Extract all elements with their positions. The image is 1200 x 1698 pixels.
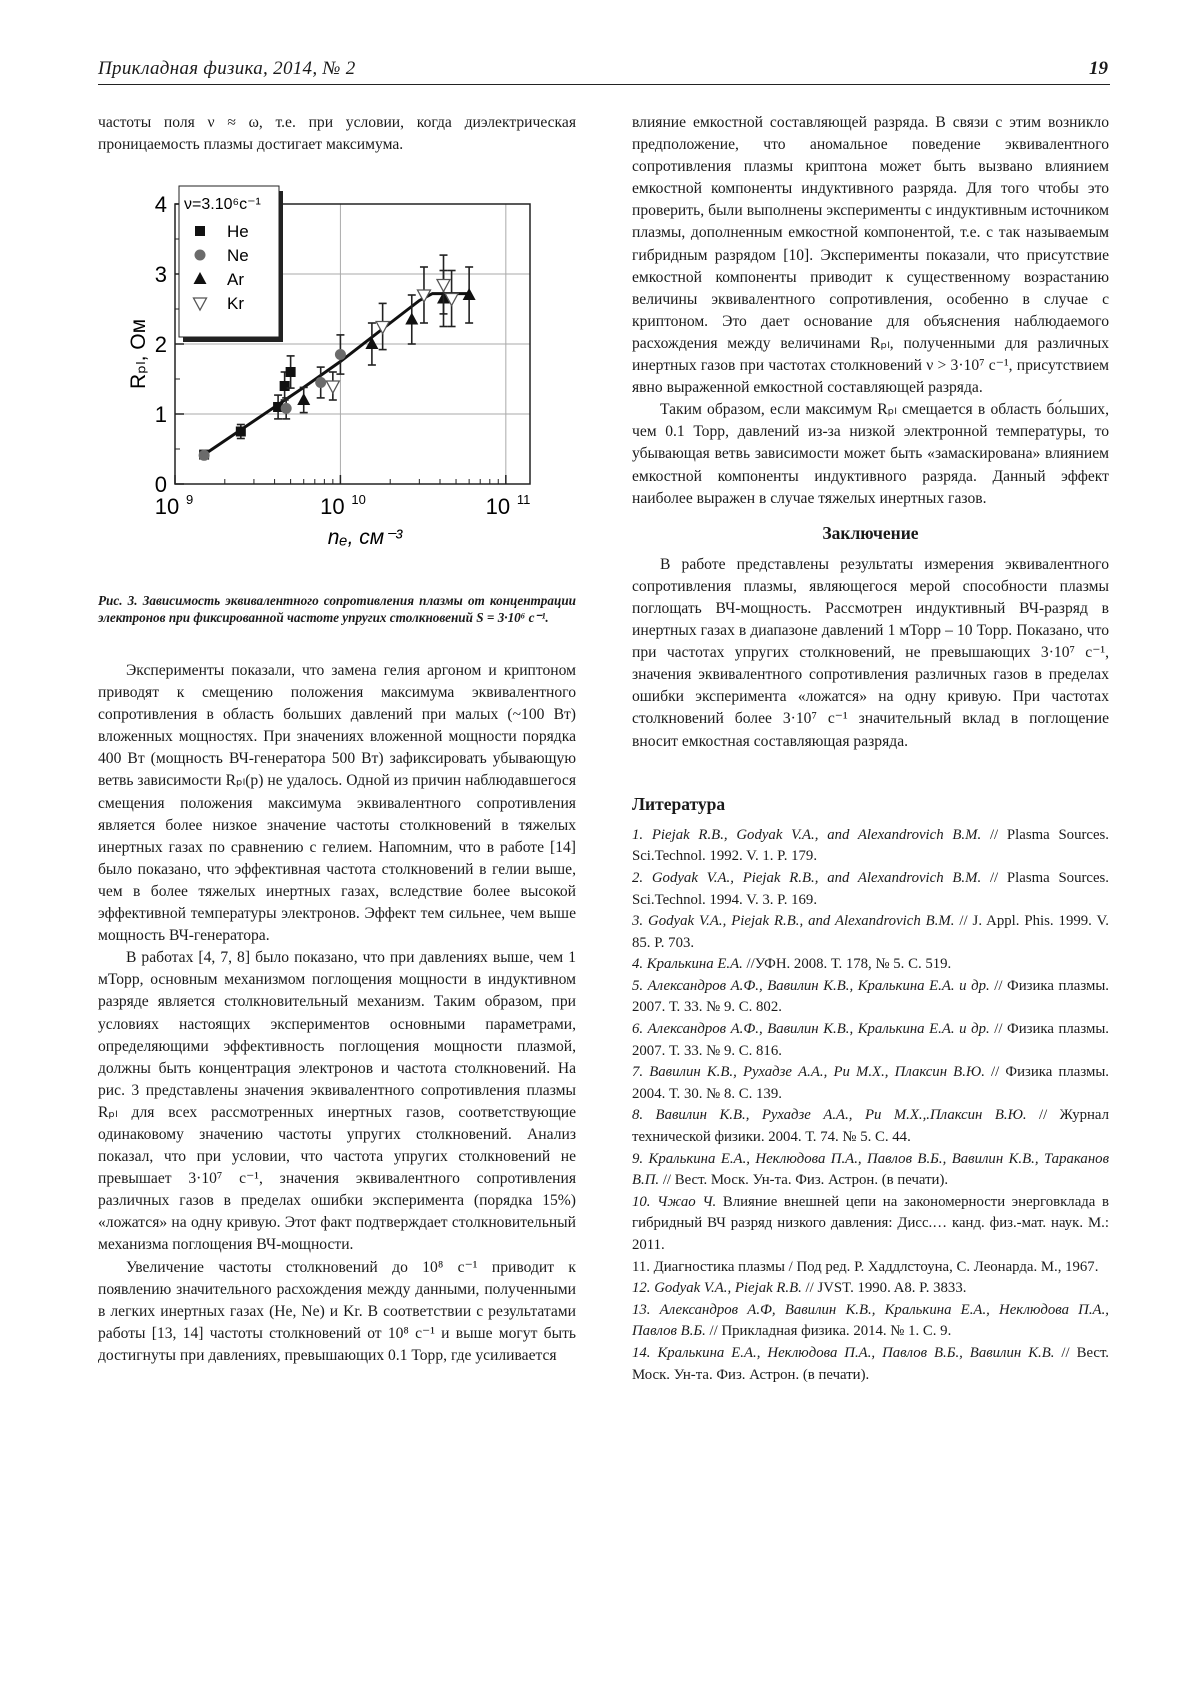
- legend-label: Ar: [227, 270, 244, 289]
- reference-item: [632, 954, 1109, 976]
- reference-authors: 6. Александров А.Ф., Вавилин К.В., Кралькина Е.А. и др.: [632, 1021, 990, 1038]
- reference-authors: 12. Godyak V.A., Piejak R.B.: [632, 1280, 802, 1297]
- reference-authors: 13. Александров А.Ф, Вавилин К.В., Кралькина Е.А., Неклюдова П.А., Павлов В.Б.: [632, 1301, 1109, 1340]
- reference-authors: 9. Кралькина Е.А., Неклюдова П.А., Павлов В.Б., Вавилин К.В., Тараканов В.П.: [632, 1150, 1109, 1189]
- x-tick-exponent: 9: [186, 492, 194, 507]
- reference-authors: 1. Piejak R.B., Godyak V.A., and Alexandrovich B.M.: [632, 826, 982, 843]
- data-point-he: [286, 367, 296, 377]
- reference-authors: 3. Godyak V.A., Piejak R.B., and Alexandrovich B.M.: [632, 913, 955, 930]
- journal-title: Прикладная физика, 2014, № 2: [98, 58, 356, 79]
- data-point-kr: [326, 381, 339, 393]
- reference-source: // Физика плазмы. 2007. Т. 33. № 9. С. 816.: [632, 1021, 1109, 1059]
- x-tick-exponent: 11: [516, 492, 531, 507]
- reference-item: [632, 1278, 1109, 1300]
- x-tick-label: 10: [320, 494, 345, 519]
- conclusion-text: В работе представлены результаты измерения эквивалентного сопротивления плазмы, являющегося мерой способности плазмы поглощать ВЧ-мощность. Рассмотрен индуктивный ВЧ-разряд в инертных газах в диапазоне давлений 1 мТорр – 10 Торр. Показано, что при частотах упругих столкновений, не превышающих 3·10⁷ с⁻¹, значения эквивалентного сопротивления различных газов в пределах ошибки эксперимента «ложатся» на одну кривую. При частотах столкновений более 3·10⁷ с⁻¹ значительный вклад в поглощение вносит емкостная составляющая разряда.: [632, 555, 1109, 750]
- x-tick-label: 10: [485, 494, 511, 519]
- reference-source: // Физика плазмы. 2004. Т. 30. № 8. С. 139.: [632, 1064, 1109, 1102]
- x-tick-exponent: 10: [351, 492, 366, 507]
- reference-source: // Физика плазмы. 2007. Т. 33. № 9. С. 802.: [632, 977, 1109, 1016]
- figure-3-chart: [120, 180, 550, 570]
- data-point-he: [236, 427, 246, 437]
- y-tick-label: 4: [154, 192, 167, 217]
- legend-label: Ne: [227, 246, 249, 265]
- reference-item: [632, 868, 1109, 911]
- reference-source: // J. Appl. Phis. 1999. V. 85. P. 703.: [632, 913, 1109, 951]
- page-number: 19: [1089, 58, 1108, 79]
- references-list: [632, 825, 1109, 1386]
- reference-item: [632, 1149, 1109, 1192]
- reference-source: // Вест. Моск. Ун-та. Физ. Астрон. (в печати).: [632, 1344, 1109, 1383]
- conclusion-heading: Заключение: [822, 522, 919, 543]
- reference-item: [632, 976, 1109, 1019]
- y-tick-label: 0: [154, 472, 167, 497]
- paragraph: Увеличение частоты столкновений до 10⁸ с⁻¹ приводит к появлению значительного расхождения между данными, полученными в легких инертных газах (He, Ne) и Kr. В соответствии с результатами работы [13, 14] частоты столкновений от 10⁸ с⁻¹ и выше могут быть достигнуты при давлениях, превышающих 0.1 Торр, где усиливается: [98, 1258, 576, 1364]
- legend-marker-ne: [195, 250, 206, 261]
- data-point-he: [280, 381, 290, 391]
- data-point-ne: [281, 403, 292, 414]
- reference-source: // Прикладная физика. 2014. № 1. С. 9.: [705, 1323, 952, 1340]
- y-axis-label: Rₚₗ, Ом: [127, 318, 150, 390]
- right-body: [632, 112, 1109, 1386]
- running-header: [98, 58, 1110, 85]
- data-point-ne: [199, 450, 210, 461]
- reference-source: // Вест. Моск. Ун-та. Физ. Астрон. (в печати).: [659, 1172, 949, 1189]
- reference-authors: 2. Godyak V.A., Piejak R.B., and Alexandrovich B.M.: [632, 869, 982, 886]
- left-body: [98, 660, 576, 1367]
- reference-item: [632, 1105, 1109, 1148]
- reference-authors: 8. Вавилин К.В., Рухадзе А.А., Ри М.Х.,.Плаксин В.Ю.: [632, 1107, 1027, 1124]
- reference-source: Влияние внешней цепи на закономерности энерговклада в гибридный ВЧ разряд низкого давления: Дисс.… канд. физ.-мат. наук. М.: 2011.: [632, 1193, 1109, 1253]
- legend-label: Kr: [227, 294, 244, 313]
- figure-caption: Рис. 3. Зависимость эквивалентного сопротивления плазмы от концентрации электронов при фиксированной частоте упругих столкновений S = 3·10⁶ с⁻¹.: [98, 593, 576, 625]
- reference-source: // Plasma Sources. Sci.Technol. 1992. V. 1. P. 179.: [632, 826, 1109, 865]
- reference-source: //УФН. 2008. Т. 178, № 5. С. 519.: [742, 956, 952, 973]
- paragraph: влияние емкостной составляющей разряда. В связи с этим возникло предположение, что аномальное поведение эквивалентного сопротивления плазмы криптона может быть вызвано влиянием емкостной компоненты индуктивного разряда. Для того чтобы это проверить, были выполнены эксперименты с индуктивным источником плазмы, дополненным емкостной компонентой, т.е. с так называемым гибридным разрядом [10]. Эксперименты показали, что присутствие емкостной компоненты приводит к существенному возрастанию величины эквивалентного сопротивления, особенно в случае с криптоном. Это дает основание для объяснения наблюдаемого расхождения между величинами Rₚₗ, полученными для различных инертных газов при частотах столкновений ν > 3·10⁷ с⁻¹, присутствием явно выраженной емкостной составляющей разряда.: [632, 114, 1109, 397]
- reference-source: // Журнал технической физики. 2004. Т. 74. № 5. С. 44.: [632, 1107, 1110, 1146]
- legend-title: ν=3.10⁶с⁻¹: [184, 196, 261, 213]
- reference-authors: 14. Кралькина Е.А., Неклюдова П.А., Павлов В.Б., Вавилин К.В.: [632, 1344, 1055, 1361]
- y-tick-label: 2: [154, 332, 167, 357]
- paragraph: Эксперименты показали, что замена гелия аргоном и криптоном приводят к смещению положения максимума эквивалентного сопротивления в область больших давлений при малых (~100 Вт) вложенных мощностях. При значениях вложенной мощности порядка 400 Вт (мощность ВЧ-генератора 500 Вт) зафиксировать убывающую ветвь зависимости Rₚₗ(p) не удалось. Одной из причин наблюдавшегося смещения положения максимума эквивалентного сопротивления является более низкое значение частоты столкновений в тяжелых инертных газах по сравнению с гелием. Напомним, что в работе [14] было показано, что эффективная частота столкновений в гелии выше, чем в более тяжелых инертных газах, вследствие более высокой эффективной температуры электронов. Эффект тем сильнее, чем выше мощность ВЧ-генератора.: [98, 662, 576, 945]
- references-heading: Литература: [632, 793, 726, 814]
- reference-authors: 5. Александров А.Ф., Вавилин К.В., Кралькина Е.А. и др.: [632, 977, 990, 994]
- y-tick-label: 3: [154, 262, 167, 287]
- legend-label: He: [227, 222, 249, 241]
- reference-item: [632, 825, 1109, 868]
- x-axis-label: nₑ, см⁻³: [327, 526, 403, 549]
- data-point-ne: [335, 349, 346, 360]
- reference-source: // JVST. 1990. A8. P. 3833.: [801, 1280, 967, 1297]
- reference-item: [632, 1062, 1109, 1105]
- reference-source: 11. Диагностика плазмы / Под ред. Р. Хаддлстоуна, С. Леонарда. М., 1967.: [632, 1258, 1099, 1275]
- reference-item: [632, 1343, 1109, 1386]
- reference-source: // Plasma Sources. Sci.Technol. 1994. V. 3. P. 169.: [632, 869, 1109, 908]
- reference-authors: 4. Кралькина Е.А.: [632, 956, 743, 973]
- left-intro: [98, 112, 576, 156]
- data-point-ar: [297, 393, 310, 405]
- reference-item: [632, 1300, 1109, 1343]
- reference-item: [632, 911, 1109, 954]
- reference-authors: 7. Вавилин К.В., Рухадзе А.А., Ри М.Х., Плаксин В.Ю.: [632, 1064, 985, 1081]
- paragraph: В работах [4, 7, 8] было показано, что при давлениях выше, чем 1 мТорр, основным механизмом поглощения мощности в индуктивном разряде является столкновительный механизм. Таким образом, при условиях настоящих экспериментов основными параметрами, определяющими эффективность поглощения мощности плазмой, должны быть концентрация электронов и частота столкновений. На рис. 3 представлены значения эквивалентного сопротивления плазмы Rₚₗ для всех рассмотренных инертных газов, соответствующие одинаковому значению частоты упругих столкновений. Анализ показал, что при условии, что частота упругих столкновений не превышает 3·10⁷ с⁻¹, значения эквивалентного сопротивления различных газов в пределах ошибки эксперимента (порядка 15%) «ложатся» на одну кривую. Этот факт подтверждает столкновительный механизма поглощения ВЧ-мощности.: [98, 949, 576, 1254]
- intro-text: частоты поля ν ≈ ω, т.е. при условии, когда диэлектрическая проницаемость плазмы достигает максимума.: [98, 114, 576, 154]
- data-point-ne: [315, 377, 326, 388]
- data-point-kr: [437, 280, 450, 292]
- reference-item: [632, 1019, 1109, 1062]
- x-tick-label: 10: [154, 494, 180, 519]
- legend-marker-he: [195, 226, 205, 236]
- y-tick-label: 1: [154, 402, 167, 427]
- paragraph: Таким образом, если максимум Rₚₗ смещается в область бо́льших, чем 0.1 Торр, давлений из-за низкой электронной температуры, то убывающая ветвь зависимости может быть «замаскирована» влиянием емкостной компоненты индуктивного разряда. Данный эффект наиболее выражен в случае тяжелых инертных газов.: [632, 401, 1109, 507]
- reference-item: [632, 1257, 1109, 1279]
- data-point-ar: [405, 313, 418, 325]
- reference-authors: 10. Чжао Ч.: [632, 1193, 717, 1210]
- reference-item: [632, 1192, 1109, 1257]
